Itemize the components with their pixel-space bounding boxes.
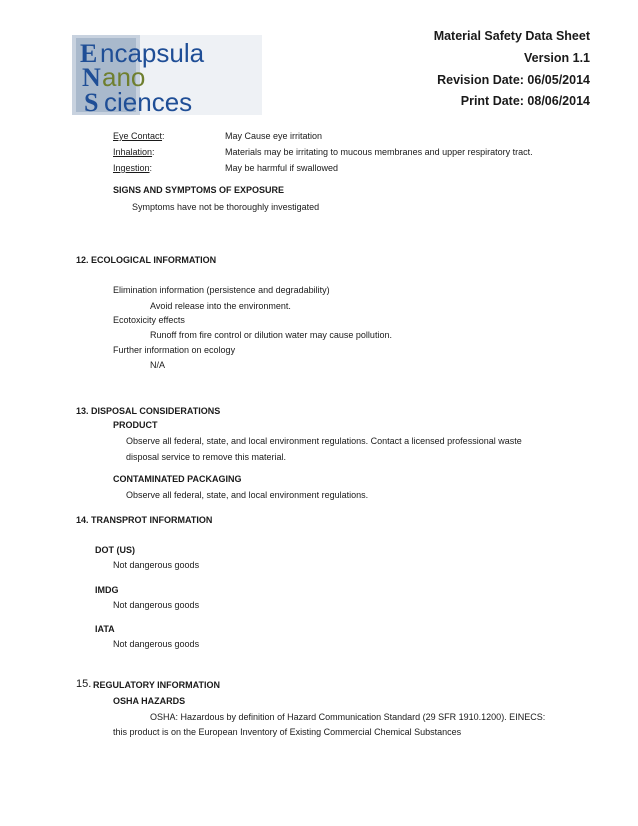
doc-title: Material Safety Data Sheet xyxy=(433,29,590,43)
osha-text-line1: OSHA: Hazardous by definition of Hazard Communication Standard (29 SFR 1910.1200). EINECS: xyxy=(150,712,546,722)
iata-text: Not dangerous goods xyxy=(113,639,200,649)
section-15-heading: REGULATORY INFORMATION xyxy=(93,680,220,690)
further-ecology-label: Further information on ecology xyxy=(113,345,236,355)
elimination-label: Elimination information (persistence and degradability) xyxy=(113,285,330,295)
osha-text-line2: this product is on the European Inventory of Existing Commercial Chemical Substances xyxy=(113,727,462,737)
section-12-heading: 12. ECOLOGICAL INFORMATION xyxy=(76,255,217,265)
ecotoxicity-text: Runoff from fire control or dilution water may cause pollution. xyxy=(150,330,392,340)
logo-letter-e: E xyxy=(80,39,98,68)
section-15-number: 15. xyxy=(76,678,92,690)
packaging-heading: CONTAMINATED PACKAGING xyxy=(113,474,242,484)
revision-date: Revision Date: 06/05/2014 xyxy=(437,73,590,87)
logo-word-encapsula: ncapsula xyxy=(100,38,205,68)
eye-contact-label: Eye Contact: xyxy=(113,131,165,141)
packaging-text: Observe all federal, state, and local environment regulations. xyxy=(126,490,369,500)
doc-version: Version 1.1 xyxy=(523,51,590,65)
logo-graphic xyxy=(72,35,262,115)
further-ecology-text: N/A xyxy=(150,360,166,370)
ingestion-value: May be harmful if swallowed xyxy=(225,163,339,173)
logo-word-nano: ano xyxy=(102,62,146,92)
inhalation-label: Inhalation: xyxy=(113,147,155,157)
company-logo xyxy=(72,35,262,115)
inhalation-value: Materials may be irritating to mucous membranes and upper respiratory tract. xyxy=(225,147,533,157)
signs-symptoms-text: Symptoms have not be thoroughly investigated xyxy=(132,202,320,212)
imdg-heading: IMDG xyxy=(95,585,119,595)
section-14-heading: 14. TRANSPROT INFORMATION xyxy=(76,515,213,525)
logo-letter-s: S xyxy=(84,88,99,115)
product-heading: PRODUCT xyxy=(113,420,158,430)
imdg-text: Not dangerous goods xyxy=(113,600,200,610)
logo-word-sciences: ciences xyxy=(104,87,193,115)
iata-heading: IATA xyxy=(95,624,115,634)
logo-letter-n: N xyxy=(82,63,101,92)
dot-text: Not dangerous goods xyxy=(113,560,200,570)
dot-heading: DOT (US) xyxy=(95,545,135,555)
ecotoxicity-label: Ecotoxicity effects xyxy=(113,315,185,325)
product-text-line1: Observe all federal, state, and local environment regulations. Contact a licensed professional waste xyxy=(126,436,522,446)
osha-heading: OSHA HAZARDS xyxy=(113,696,186,706)
elimination-text: Avoid release into the environment. xyxy=(150,301,291,311)
signs-symptoms-heading: SIGNS AND SYMPTOMS OF EXPOSURE xyxy=(113,185,285,195)
product-text-line2: disposal service to remove this material. xyxy=(126,452,287,462)
eye-contact-value: May Cause eye irritation xyxy=(225,131,323,141)
ingestion-label: Ingestion: xyxy=(113,163,153,173)
print-date: Print Date: 08/06/2014 xyxy=(460,94,590,108)
section-13-heading: 13. DISPOSAL CONSIDERATIONS xyxy=(76,406,221,416)
